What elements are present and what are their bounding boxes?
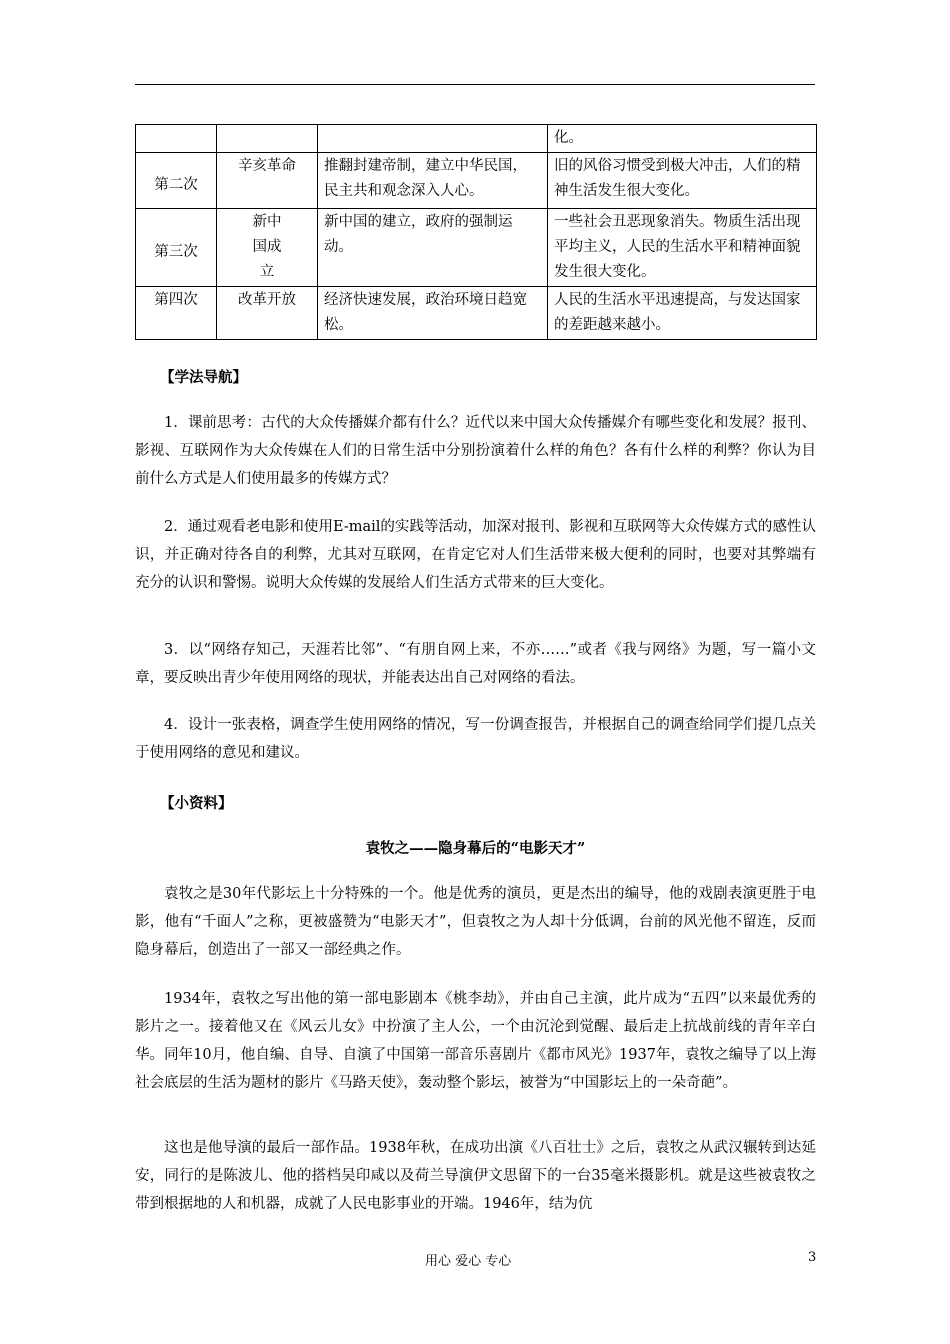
article-paragraph-3: 这也是他导演的最后一部作品。1938年秋，在成功出演《八百壮士》之后，袁牧之从武汉辗转到达延安，同行的是陈波儿、他的搭档吴印咸以及荷兰导演伊文思留下的一台35毫米摄影机。就是这些被袁牧之带到根据地的人和机器，成就了人民电影事业的开端。1946年，结为伉 [135, 1140, 816, 1212]
table-cell-effect: 一些社会丑恶现象消失。物质生活出现平均主义，人民的生活水平和精神面貌发生很大变化。 [548, 209, 817, 287]
table-cell-effect: 旧的风俗习惯受到极大冲击，人们的精神生活发生很大变化。 [548, 153, 817, 209]
article-paragraph-2: 1934年，袁牧之写出他的第一部电影剧本《桃李劫》，并由自己主演，此片成为“五四”以来最优秀的影片之一。接着他又在《风云儿女》中扮演了主人公，一个由沉沦到觉醒、最后走上抗战前线的青年辛白华。同年10月，他自编、自导、自演了中国第一部音乐喜剧片《都市风光》1937年，袁牧之编导了以上海社会底层的生活为题材的影片《马路天使》，轰动整个影坛，被誉为“中国影坛上的一朵奇葩”。 [135, 991, 816, 1091]
table-row [136, 287, 817, 340]
table-cell-effect: 化。 [548, 125, 817, 153]
table-cell-event: 新中国成立 [217, 209, 318, 287]
table-cell-cause: 经济快速发展，政治环境日趋宽松。 [318, 287, 548, 340]
table-row [136, 125, 817, 153]
header-rule [135, 84, 815, 85]
article-title: 袁牧之——隐身幕后的“电影天才” [365, 840, 586, 857]
table-row [136, 153, 817, 209]
table-cell-period [136, 125, 217, 153]
article-paragraph-1: 袁牧之是30年代影坛上十分特殊的一个。他是优秀的演员，更是杰出的编导，他的戏剧表演更胜于电影，他有“千面人”之称，更被盛赞为“电影天才”，但袁牧之为人却十分低调，台前的风光他不留连，反而隐身幕后，创造出了一部又一部经典之作。 [135, 886, 816, 958]
table-cell-event: 辛亥革命 [217, 153, 318, 209]
table-cell-cause: 新中国的建立，政府的强制运动。 [318, 209, 548, 287]
table-cell-period: 第二次 [136, 153, 217, 209]
table-cell-event [217, 125, 318, 153]
study-guide-item-4: 4．设计一张表格，调查学生使用网络的情况，写一份调查报告，并根据自己的调查给同学们提几点关于使用网络的意见和建议。 [135, 717, 816, 761]
table-cell-event: 改革开放 [217, 287, 318, 340]
table-cell-cause: 推翻封建帝制，建立中华民国，民主共和观念深入人心。 [318, 153, 548, 209]
info-heading: 【小资料】 [160, 795, 233, 812]
study-guide-item-3: 3．以“网络存知己，天涯若比邻”、“有朋自网上来，不亦……”或者《我与网络》为题，写一篇小文章，要反映出青少年使用网络的现状，并能表达出自己对网络的看法。 [135, 642, 816, 686]
footer-motto: 用心 爱心 专心 [425, 1254, 512, 1269]
study-guide-item-1: 1．课前思考：古代的大众传播媒介都有什么？近代以来中国大众传播媒介有哪些变化和发展？报刊、影视、互联网作为大众传媒在人们的日常生活中分别扮演着什么样的角色？各有什么样的利弊？你认为目前什么方式是人们使用最多的传媒方式？ [135, 415, 816, 487]
history-changes-table [135, 124, 817, 340]
study-guide-heading: 【学法导航】 [160, 369, 247, 386]
table-row [136, 209, 817, 287]
table-cell-period: 第四次 [136, 287, 217, 340]
page-number: 3 [808, 1250, 817, 1265]
table-cell-cause [318, 125, 548, 153]
study-guide-item-2: 2．通过观看老电影和使用E-mail的实践等活动，加深对报刊、影视和互联网等大众传媒方式的感性认识，并正确对待各自的利弊，尤其对互联网，在肯定它对人们生活带来极大便利的同时，也要对其弊端有充分的认识和警惕。说明大众传媒的发展给人们生活方式带来的巨大变化。 [135, 519, 816, 591]
table-cell-effect: 人民的生活水平迅速提高，与发达国家的差距越来越小。 [548, 287, 817, 340]
table-cell-period: 第三次 [136, 209, 217, 287]
